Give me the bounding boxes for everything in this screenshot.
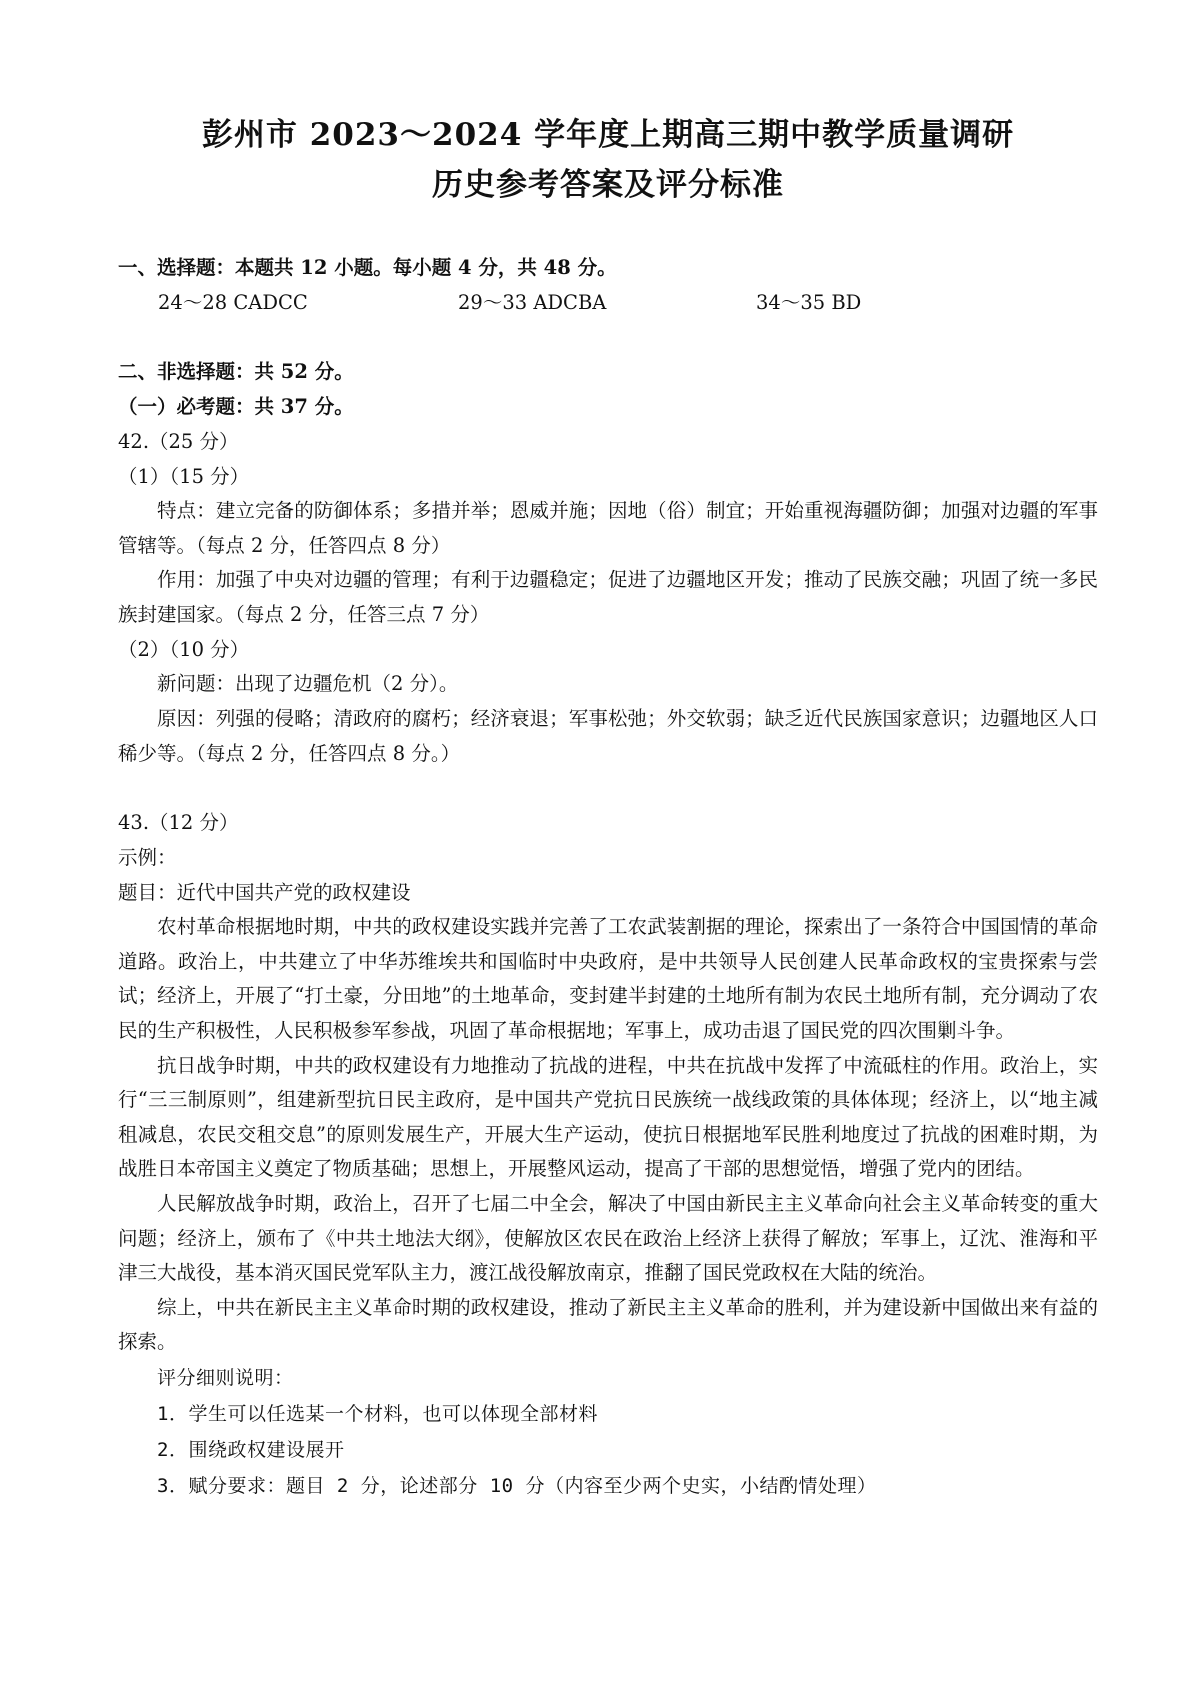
- scoring-rule-3: 3．赋分要求：题目 2 分，论述部分 10 分（内容至少两个史实，小结酌情处理）: [157, 1474, 877, 1497]
- q42-number: 42.（25 分）: [118, 430, 239, 453]
- q42-part2-problem: 新问题：出现了边疆危机（2 分）。: [157, 672, 459, 696]
- section2-subheading: （一）必考题：共 37 分。: [118, 395, 354, 418]
- q42-part2-label: （2）（10 分）: [118, 638, 250, 662]
- q43-paragraph-3: 人民解放战争时期，政治上，召开了七届二中全会，解决了中国由新民主主义革命向社会主义革命转变的重大问题；经济上，颁布了《中共土地法大纲》，使解放区农民在政治上经济上获得了解放；军事上，辽沈、淮海和平津三大战役，基本消灭国民党军队主力，渡江战役解放南京，推翻了国民党政权在大陆的统治。: [118, 1191, 1098, 1285]
- q43-number: 43.（12 分）: [118, 811, 239, 835]
- q42-part1-features: 特点：建立完备的防御体系；多措并举；恩威并施；因地（俗）制宜；开始重视海疆防御；加强对边疆的军事管辖等。（每点 2 分，任答四点 8 分）: [118, 499, 1098, 557]
- answer-group-1: 24～28 CADCC: [158, 291, 308, 314]
- q43-example-label: 示例：: [118, 846, 177, 870]
- answer-group-3: 34～35 BD: [756, 291, 862, 314]
- page-title: 彭州市 2023～2024 学年度上期高三期中教学质量调研: [201, 117, 1015, 153]
- q43-topic: 题目：近代中国共产党的政权建设: [118, 881, 411, 905]
- scoring-rules-heading: 评分细则说明：: [157, 1366, 294, 1389]
- scoring-rule-1: 1．学生可以任选某一个材料，也可以体现全部材料: [157, 1402, 598, 1425]
- q43-paragraph-4: 综上，中共在新民主主义革命时期的政权建设，推动了新民主主义革命的胜利，并为建设新中国做出来有益的探索。: [118, 1295, 1098, 1354]
- answer-group-2: 29～33 ADCBA: [458, 291, 607, 314]
- section1-heading: 一、选择题：本题共 12 小题。每小题 4 分，共 48 分。: [118, 256, 617, 279]
- answer-key-row: [118, 285, 1098, 320]
- q42-part1-effects: 作用：加强了中央对边疆的管理；有利于边疆稳定；促进了边疆地区开发；推动了民族交融；巩固了统一多民族封建国家。（每点 2 分，任答三点 7 分）: [118, 568, 1098, 626]
- section2-heading: 二、非选择题：共 52 分。: [118, 360, 354, 383]
- scoring-rule-2: 2．围绕政权建设展开: [157, 1438, 345, 1461]
- q42-part1-label: （1）（15 分）: [118, 465, 250, 488]
- page-subtitle: 历史参考答案及评分标准: [432, 167, 784, 203]
- document-page: [118, 110, 1098, 1504]
- q42-part2-reasons: 原因：列强的侵略；清政府的腐朽；经济衰退；军事松弛；外交软弱；缺乏近代民族国家意识；边疆地区人口稀少等。（每点 2 分，任答四点 8 分。）: [118, 706, 1098, 765]
- q43-paragraph-2: 抗日战争时期，中共的政权建设有力地推动了抗战的进程，中共在抗战中发挥了中流砥柱的作用。政治上，实行“三三制原则”，组建新型抗日民主政府，是中国共产党抗日民族统一战线政策的具体体现；经济上，以“地主减租减息，农民交租交息”的原则发展生产，开展大生产运动，使抗日根据地军民胜利地度过了抗战的困难时期，为战胜日本帝国主义奠定了物质基础；思想上，开展整风运动，提高了干部的思想觉悟，增强了党内的团结。: [118, 1053, 1098, 1181]
- q43-paragraph-1: 农村革命根据地时期，中共的政权建设实践并完善了工农武装割据的理论，探索出了一条符合中国国情的革命道路。政治上，中共建立了中华苏维埃共和国临时中央政府，是中共领导人民创建人民革命政权的宝贵探索与尝试；经济上，开展了“打土豪，分田地”的土地革命，变封建半封建的土地所有制为农民土地所有制，充分调动了农民的生产积极性，人民积极参军参战，巩固了革命根据地；军事上，成功击退了国民党的四次围剿斗争。: [118, 915, 1098, 1042]
